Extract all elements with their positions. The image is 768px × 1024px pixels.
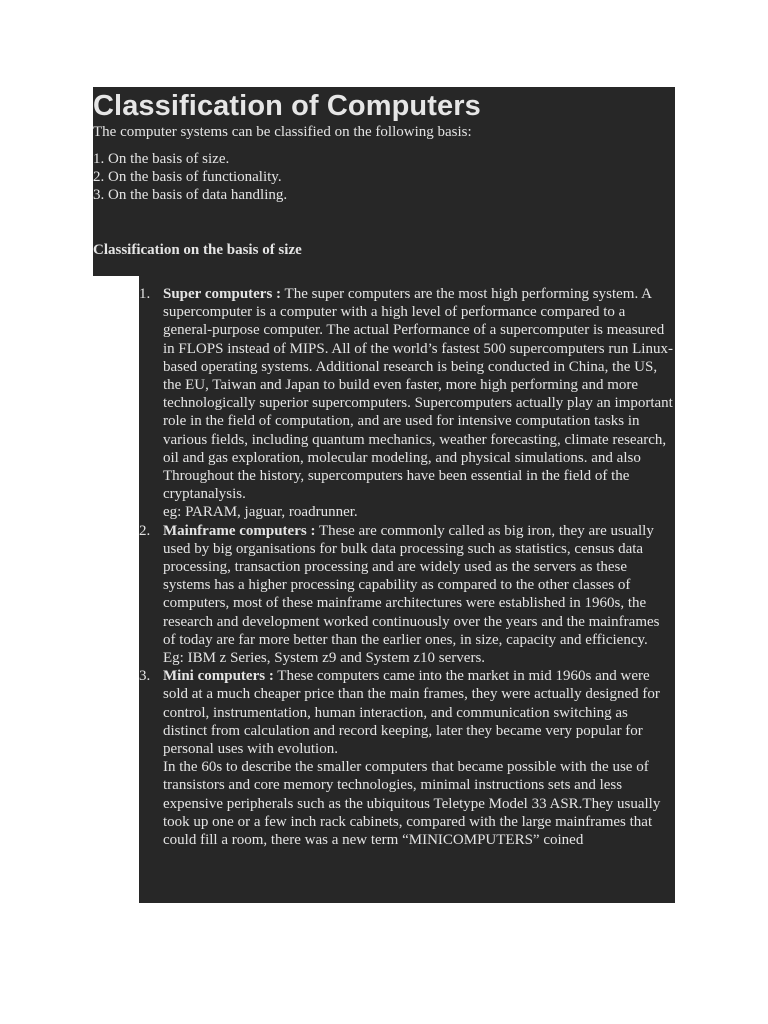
document-header: [93, 87, 675, 259]
list-item-term: Mini computers :: [163, 668, 274, 685]
list-item-mainframe-computers: [139, 522, 675, 668]
list-item-super-computers: [139, 285, 675, 522]
section-heading: Classification on the basis of size: [93, 242, 302, 258]
intro-text: The computer systems can be classified on the following basis:: [93, 124, 472, 140]
list-item-text: These are commonly called as big iron, they are usually used by big organisations for bulk data processing such as statistics, census data processing, transaction processing and are widely used as the servers as these systems has a higher processing capability as compared to the other classes of computers, most of these mainframe architectures were established in 1960s, the research and development worked continuously over the years and the mainframes of today are far more better than the earlier ones, in size, capacity and efficiency.: [163, 522, 660, 648]
list-item-example: eg: PARAM, jaguar, roadrunner.: [163, 504, 358, 521]
document-title: Classification of Computers: [93, 90, 481, 122]
basis-list-item: 3. On the basis of data handling.: [93, 187, 288, 203]
list-item-text: These computers came into the market in mid 1960s and were sold at a much cheaper price than the main frames, they were actually designed for control, instrumentation, human interaction, and communication switching as distinct from calculation and record keeping, later they became very popular for personal uses with evolution.: [163, 668, 660, 758]
list-item-text: The super computers are the most high performing system. A supercomputer is a computer with a high level of performance compared to a general-purpose computer. The actual Performance of a supercomputer is measured in FLOPS instead of MIPS. All of the world’s fastest 500 supercomputers run Linux-based operating systems. Additional research is being conducted in China, the US, the EU, Taiwan and Japan to build even faster, more high performing and more technologically superior supercomputers. Supercomputers actually play an important role in the field of computation, and are used for intensive computation tasks in various fields, including quantum mechanics, weather forecasting, climate research, oil and gas exploration, molecular modeling, and physical simulations. and also Throughout the history, supercomputers have been essential in the field of the cryptanalysis.: [163, 286, 673, 503]
list-item-number: 1.: [139, 286, 151, 302]
basis-list: [93, 150, 675, 204]
size-classes-list: [139, 285, 675, 849]
list-item-number: 2.: [139, 522, 151, 539]
list-item-mini-computers: [139, 667, 675, 849]
list-item-term: Mainframe computers :: [163, 522, 316, 539]
list-item-example: Eg: IBM z Series, System z9 and System z10 servers.: [163, 650, 486, 667]
size-classification-section: [139, 285, 675, 849]
basis-list-item: 2. On the basis of functionality.: [93, 169, 282, 185]
list-item-term: Super computers :: [163, 286, 282, 302]
list-item-number: 3.: [139, 668, 151, 685]
basis-list-item: 1. On the basis of size.: [93, 151, 230, 167]
list-item-extra-paragraph: In the 60s to describe the smaller computers that became possible with the use of transistors and core memory technologies, minimal instructions sets and less expensive peripherals such as the ubiquitous Teletype Model 33 ASR.They usually took up one or a few inch rack cabinets, compared with the large mainframes that could fill a room, there was a new term “MINICOMPUTERS” coined: [163, 759, 661, 849]
